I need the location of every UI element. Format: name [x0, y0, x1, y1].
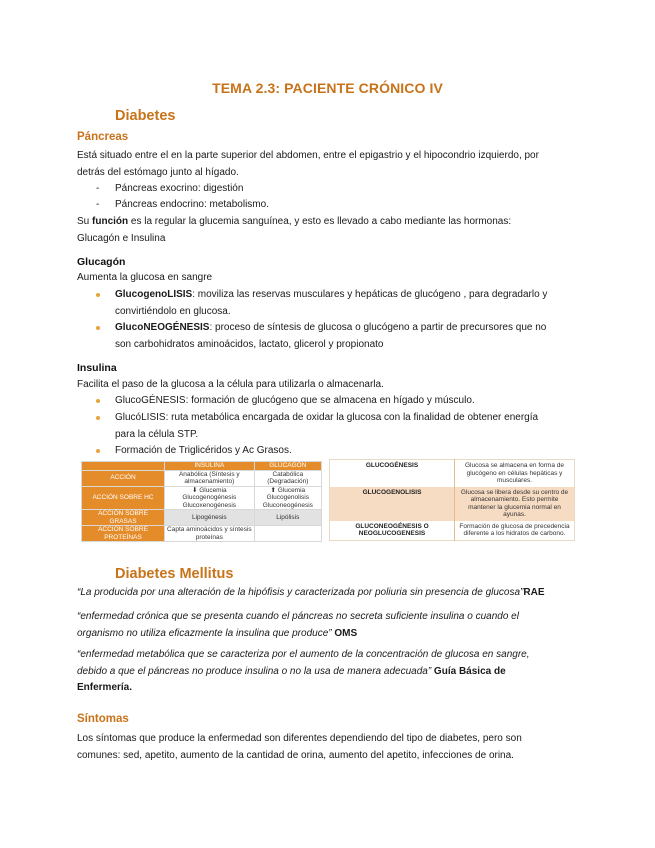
- bullet-icon: [96, 326, 100, 330]
- table-header-row: INSULINA GLUCAGÓN: [82, 462, 322, 471]
- glucagon-intro: Aumenta la glucosa en sangre: [77, 272, 213, 283]
- list-item: GlucoNEOGÉNESIS: proceso de síntesis de glucosa o glucógeno a partir de precursores que no son carbohidratos aminoácidos, lactato, glicerol y propionato: [96, 320, 572, 353]
- pancreas-line-2: detrás del estómago junto al hígado.: [77, 166, 239, 178]
- bullet-icon: [96, 399, 100, 403]
- subheading-insulina: Insulina: [77, 362, 117, 374]
- bullet-icon: [96, 416, 100, 420]
- insulina-intro: Facilita el paso de la glucosa a la célula para utilizarla o almacenarla.: [77, 379, 384, 390]
- table-row: ACCIÓN SOBRE PROTEÍNAS Capta aminoácidos y síntesis proteínas: [82, 526, 322, 542]
- pancreas-function-paragraph: Su función es la regular la glucemia sanguínea, y esto es llevado a cabo mediante las hormonas: Glucagón e Insulina: [77, 216, 512, 244]
- pancreas-line-1: Está situado entre el en la parte superior del abdomen, entre el epigastrio y el hipocondrio izquierdo, por: [77, 150, 539, 161]
- section-heading-mellitus: Diabetes Mellitus: [115, 566, 234, 582]
- table-row: GLUCOGÉNESIS Glucosa se almacena en forma de glucógeno en células hepáticas y musculares.: [330, 460, 575, 487]
- subheading-glucagon: Glucagón: [77, 256, 126, 268]
- definition-rae: “La producida por una alteración de la hipófisis y caracterizada por poliuria sin presencia de glucosa”RAE: [77, 587, 545, 598]
- table-row: ACCIÓN SOBRE HC ⬇ Glucemia Glucogenogénesis Glucoxenogénesis ⬆ Glucemia Glucogenolisis Gluconeogénesis: [82, 486, 322, 510]
- insulin-glucagon-table: [81, 461, 322, 542]
- bullet-icon: [96, 293, 100, 297]
- list-item: GlucoGÉNESIS: formación de glucógeno que se almacena en hígado y músculo.: [96, 393, 572, 410]
- list-item: Formación de Triglicéridos y Ac Grasos.: [96, 443, 572, 460]
- table-row: GLUCOGENOLISIS Glucosa se libera desde su centro de almacenamiento. Esto permite mantener la glucemia normal en ayunas.: [330, 487, 575, 521]
- table-row: ACCIÓN SOBRE GRASAS Lipogénesis Lipólisis: [82, 510, 322, 526]
- list-item: GlucogenoLISIS: moviliza las reservas musculares y hepáticas de glucógeno , para degradarlo y convirtiéndolo en glucosa.: [96, 287, 572, 320]
- list-item: - Páncreas exocrino: digestión: [96, 183, 244, 194]
- subheading-pancreas: Páncreas: [77, 131, 129, 143]
- section-heading-diabetes: Diabetes: [115, 108, 176, 124]
- table-row: GLUCONEOGÉNESIS O NEOGLUCOGENESIS Formación de glucosa de precedencia diferente a los hidratos de carbono.: [330, 521, 575, 541]
- page-title: TEMA 2.3: PACIENTE CRÓNICO IV: [212, 80, 443, 96]
- definition-oms: “enfermedad crónica que se presenta cuando el páncreas no secreta suficiente insulina o cuando el organismo no utiliza eficazmente la insulina que produce” OMS: [77, 611, 519, 639]
- list-item: - Páncreas endocrino: metabolismo.: [96, 199, 269, 210]
- bullet-icon: [96, 449, 100, 453]
- list-item: GlucóLISIS: ruta metabólica encargada de oxidar la glucosa con la finalidad de obtener energía para la célula STP.: [96, 410, 572, 443]
- definition-guia: “enfermedad metabólica que se caracteriza por el aumento de la concentración de glucosa en sangre, debido a que el páncreas no produce insulina o no la usa de manera adecuada” Guía Básica de Enfermería.: [77, 649, 530, 693]
- glucose-process-table: [329, 459, 575, 541]
- table-row: ACCIÓN Anabólica (Síntesis y almacenamiento) Catabólica (Degradación): [82, 470, 322, 486]
- pancreas-paragraph: [77, 148, 582, 181]
- subheading-sintomas: Síntomas: [77, 713, 129, 725]
- sintomas-paragraph: Los síntomas que produce la enfermedad son diferentes dependiendo del tipo de diabetes, pero son comunes: sed, apetito, aumento de la cantidad de orina, aumento del apetito, infecciones de orina.: [77, 733, 522, 761]
